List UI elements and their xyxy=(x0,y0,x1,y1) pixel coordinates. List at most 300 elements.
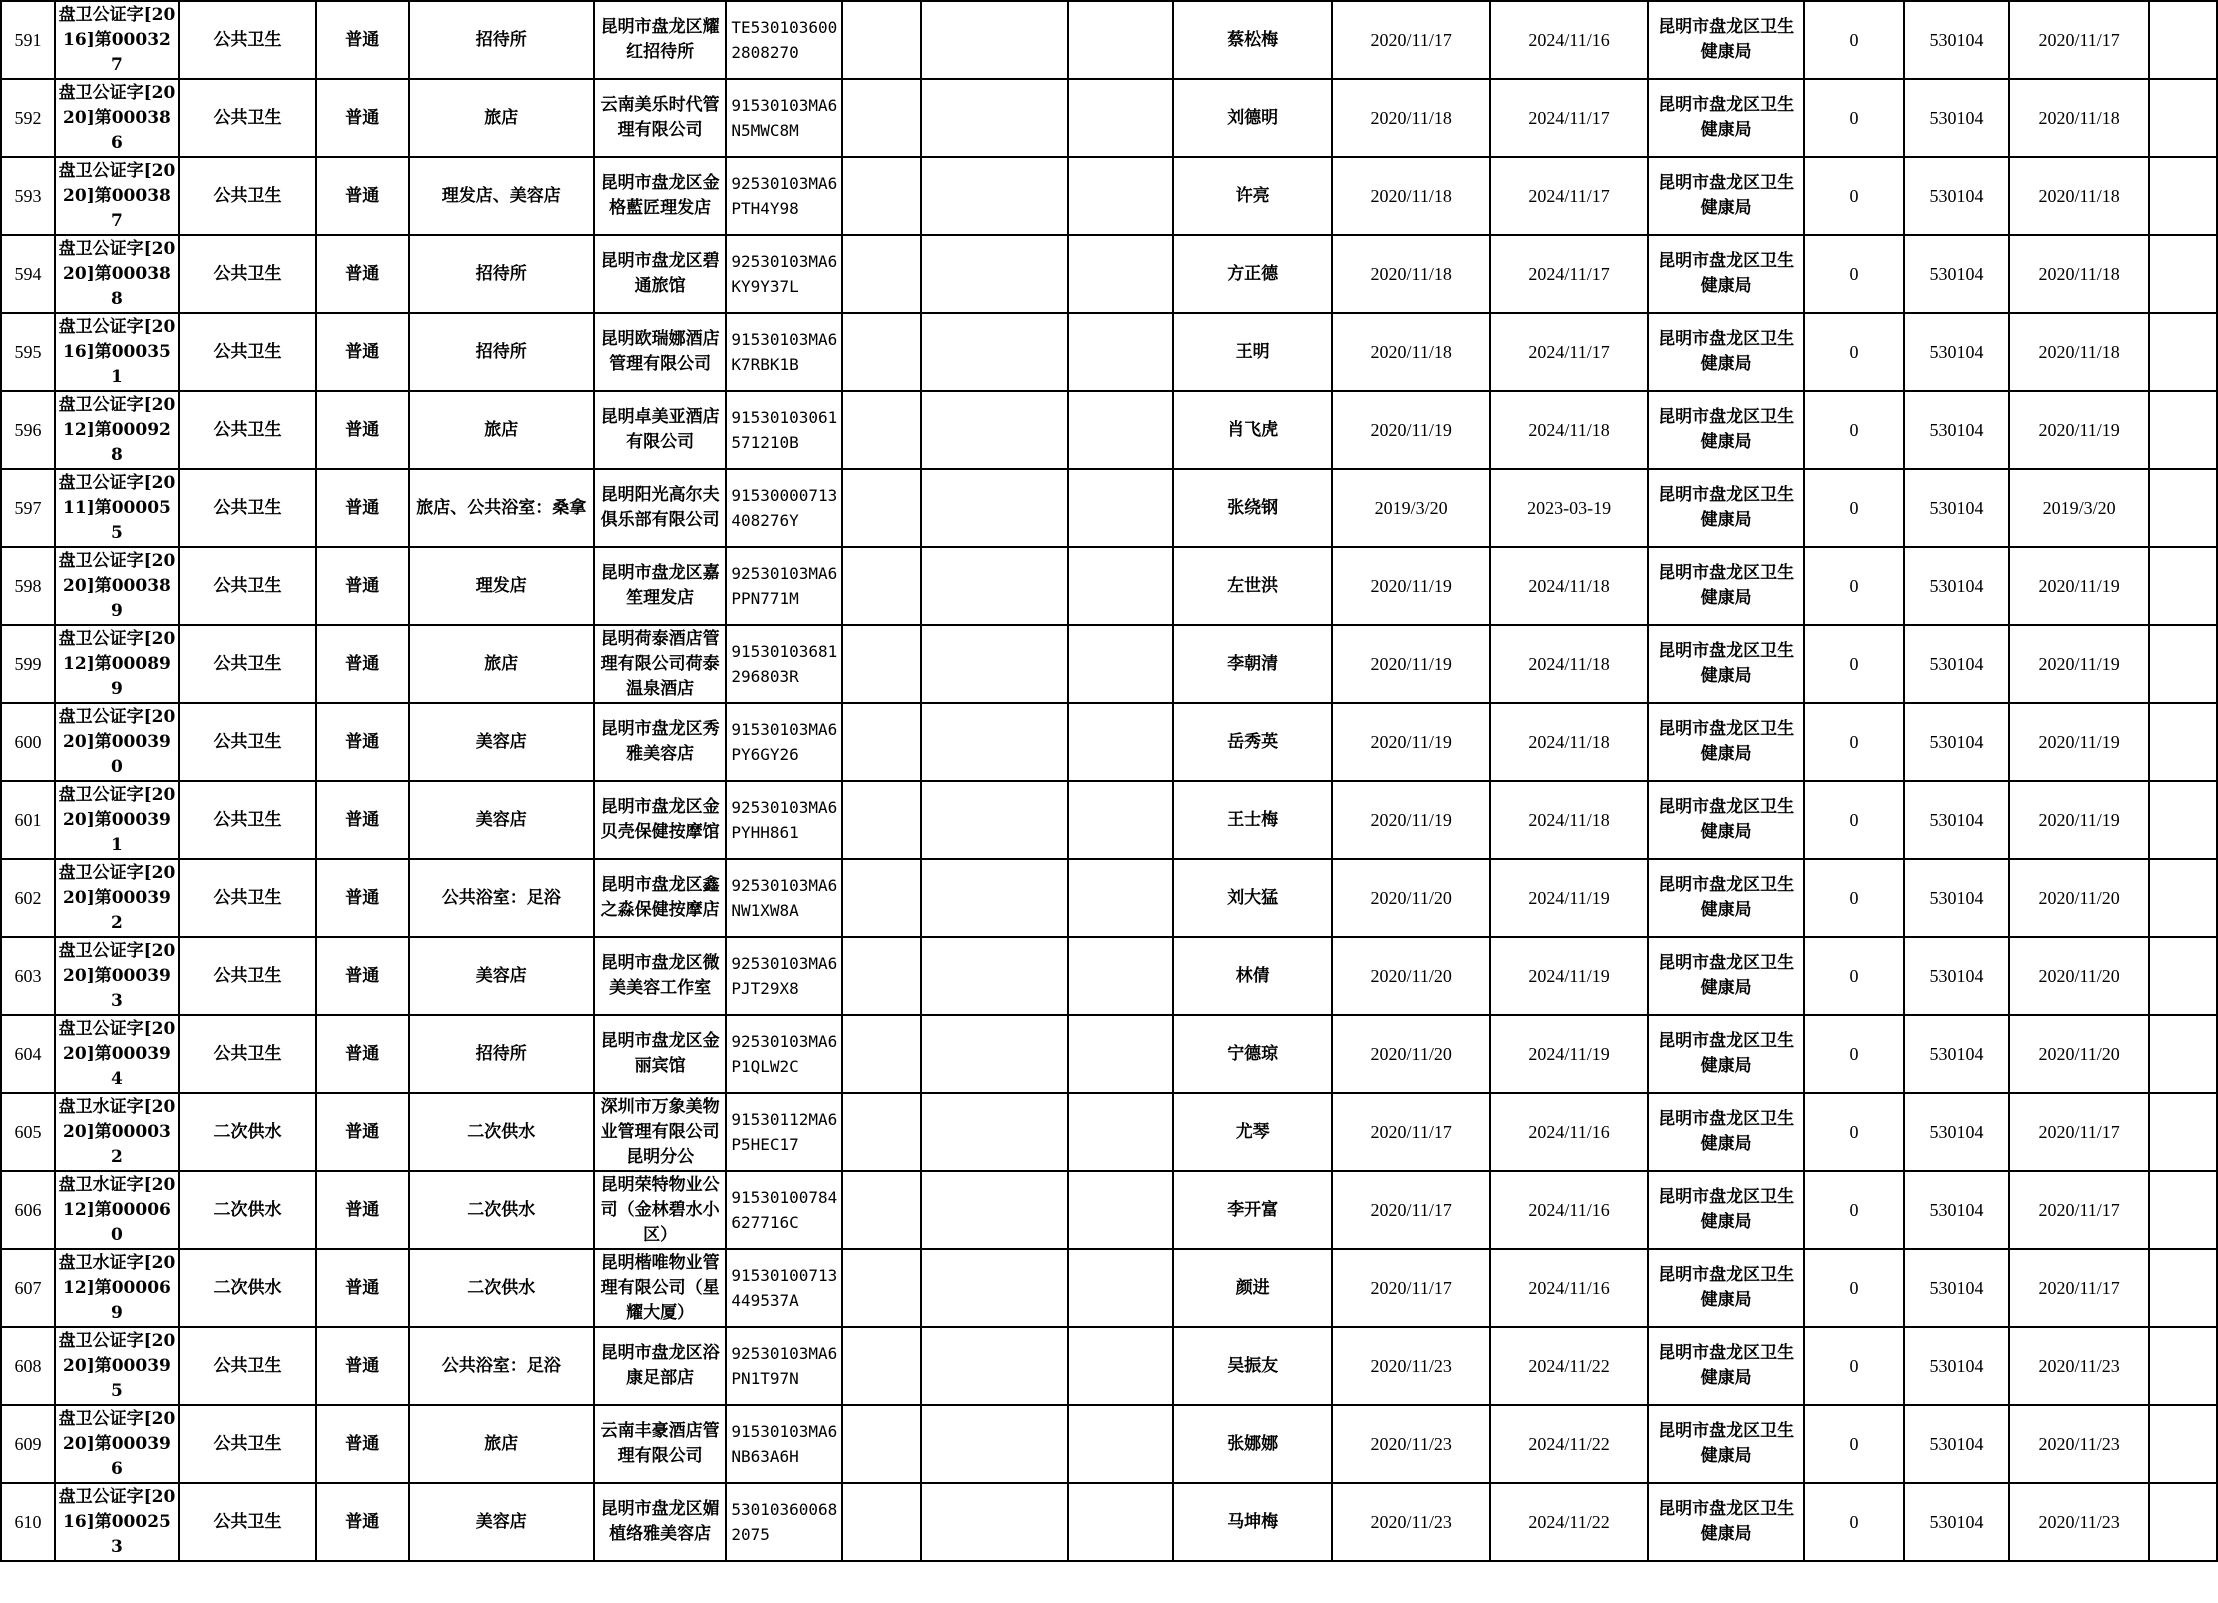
row-number-cell: 595 xyxy=(1,313,55,391)
business-type-cell: 旅店 xyxy=(409,391,595,469)
status-cell: 0 xyxy=(1804,1015,1904,1093)
business-type-cell: 理发店、美容店 xyxy=(409,157,595,235)
empty-cell xyxy=(2149,859,2217,937)
legal-person-cell: 肖飞虎 xyxy=(1173,391,1332,469)
empty-cell xyxy=(842,469,920,547)
empty-cell xyxy=(921,313,1069,391)
empty-cell xyxy=(1068,235,1173,313)
organization-name-cell: 云南丰豪酒店管理有限公司 xyxy=(594,1405,726,1483)
level-cell: 普通 xyxy=(316,313,408,391)
valid-from-cell: 2020/11/18 xyxy=(1332,313,1490,391)
license-number-cell: 盘卫公证字[2020]第000392 xyxy=(55,859,179,937)
valid-to-cell: 2024/11/17 xyxy=(1490,313,1648,391)
empty-cell xyxy=(2149,1015,2217,1093)
empty-cell xyxy=(921,1483,1069,1561)
level-cell: 普通 xyxy=(316,1249,408,1327)
empty-cell xyxy=(921,625,1069,703)
empty-cell xyxy=(2149,625,2217,703)
level-cell: 普通 xyxy=(316,703,408,781)
issuing-authority-cell: 昆明市盘龙区卫生健康局 xyxy=(1648,937,1804,1015)
business-type-cell: 招待所 xyxy=(409,1015,595,1093)
license-number-cell: 盘卫公证字[2020]第000386 xyxy=(55,79,179,157)
category-cell: 公共卫生 xyxy=(179,1405,316,1483)
empty-cell xyxy=(2149,937,2217,1015)
issuing-authority-cell: 昆明市盘龙区卫生健康局 xyxy=(1648,1483,1804,1561)
category-cell: 公共卫生 xyxy=(179,469,316,547)
license-number-cell: 盘卫公证字[2020]第000391 xyxy=(55,781,179,859)
legal-person-cell: 左世洪 xyxy=(1173,547,1332,625)
legal-person-cell: 方正德 xyxy=(1173,235,1332,313)
update-date-cell: 2020/11/23 xyxy=(2009,1327,2149,1405)
area-code-cell: 530104 xyxy=(1904,1483,2009,1561)
table-row xyxy=(1,1405,2217,1483)
empty-cell xyxy=(842,703,920,781)
business-type-cell: 招待所 xyxy=(409,1,595,79)
organization-name-cell: 昆明市盘龙区微美美容工作室 xyxy=(594,937,726,1015)
empty-cell xyxy=(842,1405,920,1483)
issuing-authority-cell: 昆明市盘龙区卫生健康局 xyxy=(1648,1249,1804,1327)
empty-cell xyxy=(1068,1171,1173,1249)
valid-from-cell: 2020/11/19 xyxy=(1332,547,1490,625)
legal-person-cell: 岳秀英 xyxy=(1173,703,1332,781)
update-date-cell: 2020/11/20 xyxy=(2009,859,2149,937)
update-date-cell: 2020/11/23 xyxy=(2009,1405,2149,1483)
empty-cell xyxy=(1068,157,1173,235)
level-cell: 普通 xyxy=(316,1483,408,1561)
empty-cell xyxy=(2149,1171,2217,1249)
status-cell: 0 xyxy=(1804,79,1904,157)
license-number-cell: 盘卫公证字[2020]第000393 xyxy=(55,937,179,1015)
license-number-cell: 盘卫公证字[2020]第000387 xyxy=(55,157,179,235)
level-cell: 普通 xyxy=(316,157,408,235)
update-date-cell: 2020/11/18 xyxy=(2009,313,2149,391)
valid-to-cell: 2024/11/19 xyxy=(1490,937,1648,1015)
credit-code-cell: 92530103MA6NW1XW8A xyxy=(726,859,842,937)
empty-cell xyxy=(921,1249,1069,1327)
table-row xyxy=(1,859,2217,937)
valid-to-cell: 2024/11/16 xyxy=(1490,1249,1648,1327)
row-number-cell: 605 xyxy=(1,1093,55,1171)
status-cell: 0 xyxy=(1804,1483,1904,1561)
organization-name-cell: 昆明荷泰酒店管理有限公司荷泰温泉酒店 xyxy=(594,625,726,703)
empty-cell xyxy=(842,547,920,625)
empty-cell xyxy=(2149,781,2217,859)
empty-cell xyxy=(2149,313,2217,391)
level-cell: 普通 xyxy=(316,1171,408,1249)
issuing-authority-cell: 昆明市盘龙区卫生健康局 xyxy=(1648,781,1804,859)
area-code-cell: 530104 xyxy=(1904,859,2009,937)
empty-cell xyxy=(2149,235,2217,313)
empty-cell xyxy=(1068,1327,1173,1405)
category-cell: 公共卫生 xyxy=(179,859,316,937)
update-date-cell: 2020/11/18 xyxy=(2009,235,2149,313)
valid-from-cell: 2020/11/19 xyxy=(1332,703,1490,781)
legal-person-cell: 刘大猛 xyxy=(1173,859,1332,937)
category-cell: 公共卫生 xyxy=(179,391,316,469)
valid-from-cell: 2020/11/19 xyxy=(1332,391,1490,469)
update-date-cell: 2020/11/17 xyxy=(2009,1171,2149,1249)
row-number-cell: 600 xyxy=(1,703,55,781)
credit-code-cell: 92530103MA6PPN771M xyxy=(726,547,842,625)
valid-from-cell: 2020/11/18 xyxy=(1332,157,1490,235)
table-row xyxy=(1,1,2217,79)
empty-cell xyxy=(921,79,1069,157)
legal-person-cell: 许亮 xyxy=(1173,157,1332,235)
level-cell: 普通 xyxy=(316,1,408,79)
area-code-cell: 530104 xyxy=(1904,1171,2009,1249)
level-cell: 普通 xyxy=(316,937,408,1015)
table-row xyxy=(1,1171,2217,1249)
row-number-cell: 609 xyxy=(1,1405,55,1483)
empty-cell xyxy=(921,547,1069,625)
valid-to-cell: 2023-03-19 xyxy=(1490,469,1648,547)
table-body xyxy=(1,1,2217,1561)
organization-name-cell: 昆明市盘龙区金丽宾馆 xyxy=(594,1015,726,1093)
business-type-cell: 公共浴室：足浴 xyxy=(409,859,595,937)
update-date-cell: 2020/11/17 xyxy=(2009,1249,2149,1327)
valid-from-cell: 2020/11/18 xyxy=(1332,79,1490,157)
empty-cell xyxy=(921,1015,1069,1093)
empty-cell xyxy=(2149,1093,2217,1171)
update-date-cell: 2020/11/18 xyxy=(2009,157,2149,235)
valid-from-cell: 2020/11/23 xyxy=(1332,1405,1490,1483)
level-cell: 普通 xyxy=(316,79,408,157)
legal-person-cell: 颜进 xyxy=(1173,1249,1332,1327)
update-date-cell: 2020/11/20 xyxy=(2009,1015,2149,1093)
legal-person-cell: 王明 xyxy=(1173,313,1332,391)
update-date-cell: 2020/11/18 xyxy=(2009,79,2149,157)
category-cell: 二次供水 xyxy=(179,1249,316,1327)
valid-from-cell: 2020/11/18 xyxy=(1332,235,1490,313)
valid-to-cell: 2024/11/19 xyxy=(1490,859,1648,937)
valid-to-cell: 2024/11/18 xyxy=(1490,703,1648,781)
status-cell: 0 xyxy=(1804,1093,1904,1171)
valid-to-cell: 2024/11/16 xyxy=(1490,1093,1648,1171)
business-type-cell: 招待所 xyxy=(409,313,595,391)
empty-cell xyxy=(2149,1405,2217,1483)
issuing-authority-cell: 昆明市盘龙区卫生健康局 xyxy=(1648,859,1804,937)
valid-to-cell: 2024/11/22 xyxy=(1490,1327,1648,1405)
empty-cell xyxy=(1068,703,1173,781)
area-code-cell: 530104 xyxy=(1904,1015,2009,1093)
row-number-cell: 602 xyxy=(1,859,55,937)
empty-cell xyxy=(2149,1483,2217,1561)
empty-cell xyxy=(921,391,1069,469)
status-cell: 0 xyxy=(1804,1249,1904,1327)
empty-cell xyxy=(842,781,920,859)
license-number-cell: 盘卫公证字[2020]第000388 xyxy=(55,235,179,313)
row-number-cell: 593 xyxy=(1,157,55,235)
empty-cell xyxy=(1068,1015,1173,1093)
empty-cell xyxy=(2149,1249,2217,1327)
valid-from-cell: 2020/11/20 xyxy=(1332,1015,1490,1093)
credit-code-cell: 92530103MA6PJT29X8 xyxy=(726,937,842,1015)
level-cell: 普通 xyxy=(316,547,408,625)
license-number-cell: 盘卫公证字[2016]第000327 xyxy=(55,1,179,79)
empty-cell xyxy=(1068,1249,1173,1327)
table-row xyxy=(1,391,2217,469)
legal-person-cell: 尤琴 xyxy=(1173,1093,1332,1171)
level-cell: 普通 xyxy=(316,391,408,469)
level-cell: 普通 xyxy=(316,235,408,313)
organization-name-cell: 昆明欧瑞娜酒店管理有限公司 xyxy=(594,313,726,391)
organization-name-cell: 昆明市盘龙区媚植络雅美容店 xyxy=(594,1483,726,1561)
empty-cell xyxy=(1068,859,1173,937)
empty-cell xyxy=(921,1405,1069,1483)
empty-cell xyxy=(1068,1,1173,79)
empty-cell xyxy=(921,703,1069,781)
license-number-cell: 盘卫水证字[2012]第000060 xyxy=(55,1171,179,1249)
table-row xyxy=(1,625,2217,703)
empty-cell xyxy=(2149,469,2217,547)
category-cell: 公共卫生 xyxy=(179,1483,316,1561)
status-cell: 0 xyxy=(1804,1,1904,79)
empty-cell xyxy=(1068,937,1173,1015)
category-cell: 公共卫生 xyxy=(179,79,316,157)
valid-from-cell: 2020/11/17 xyxy=(1332,1,1490,79)
organization-name-cell: 昆明阳光高尔夫俱乐部有限公司 xyxy=(594,469,726,547)
empty-cell xyxy=(842,313,920,391)
area-code-cell: 530104 xyxy=(1904,1093,2009,1171)
valid-to-cell: 2024/11/16 xyxy=(1490,1171,1648,1249)
update-date-cell: 2019/3/20 xyxy=(2009,469,2149,547)
valid-to-cell: 2024/11/16 xyxy=(1490,1,1648,79)
organization-name-cell: 昆明市盘龙区秀雅美容店 xyxy=(594,703,726,781)
row-number-cell: 603 xyxy=(1,937,55,1015)
business-type-cell: 旅店、公共浴室：桑拿 xyxy=(409,469,595,547)
legal-person-cell: 李开富 xyxy=(1173,1171,1332,1249)
valid-from-cell: 2020/11/23 xyxy=(1332,1483,1490,1561)
legal-person-cell: 蔡松梅 xyxy=(1173,1,1332,79)
valid-to-cell: 2024/11/17 xyxy=(1490,157,1648,235)
category-cell: 公共卫生 xyxy=(179,703,316,781)
credit-code-cell: 91530103MA6PY6GY26 xyxy=(726,703,842,781)
area-code-cell: 530104 xyxy=(1904,235,2009,313)
empty-cell xyxy=(921,469,1069,547)
empty-cell xyxy=(2149,1327,2217,1405)
valid-to-cell: 2024/11/22 xyxy=(1490,1483,1648,1561)
valid-from-cell: 2020/11/23 xyxy=(1332,1327,1490,1405)
empty-cell xyxy=(1068,1483,1173,1561)
legal-person-cell: 王士梅 xyxy=(1173,781,1332,859)
license-number-cell: 盘卫水证字[2012]第000069 xyxy=(55,1249,179,1327)
business-type-cell: 二次供水 xyxy=(409,1249,595,1327)
organization-name-cell: 昆明市盘龙区碧通旅馆 xyxy=(594,235,726,313)
organization-name-cell: 深圳市万象美物业管理有限公司昆明分公 xyxy=(594,1093,726,1171)
area-code-cell: 530104 xyxy=(1904,703,2009,781)
empty-cell xyxy=(2149,1,2217,79)
empty-cell xyxy=(1068,79,1173,157)
row-number-cell: 601 xyxy=(1,781,55,859)
issuing-authority-cell: 昆明市盘龙区卫生健康局 xyxy=(1648,703,1804,781)
organization-name-cell: 昆明市盘龙区浴康足部店 xyxy=(594,1327,726,1405)
update-date-cell: 2020/11/19 xyxy=(2009,703,2149,781)
empty-cell xyxy=(921,937,1069,1015)
table-row xyxy=(1,1093,2217,1171)
issuing-authority-cell: 昆明市盘龙区卫生健康局 xyxy=(1648,391,1804,469)
empty-cell xyxy=(1068,313,1173,391)
business-type-cell: 美容店 xyxy=(409,937,595,1015)
valid-to-cell: 2024/11/18 xyxy=(1490,781,1648,859)
row-number-cell: 596 xyxy=(1,391,55,469)
valid-from-cell: 2020/11/19 xyxy=(1332,625,1490,703)
legal-person-cell: 刘德明 xyxy=(1173,79,1332,157)
issuing-authority-cell: 昆明市盘龙区卫生健康局 xyxy=(1648,157,1804,235)
update-date-cell: 2020/11/19 xyxy=(2009,391,2149,469)
license-number-cell: 盘卫公证字[2016]第000253 xyxy=(55,1483,179,1561)
credit-code-cell: 91530103061571210B xyxy=(726,391,842,469)
license-number-cell: 盘卫水证字[2020]第000032 xyxy=(55,1093,179,1171)
category-cell: 公共卫生 xyxy=(179,1,316,79)
update-date-cell: 2020/11/19 xyxy=(2009,547,2149,625)
business-type-cell: 招待所 xyxy=(409,235,595,313)
row-number-cell: 607 xyxy=(1,1249,55,1327)
level-cell: 普通 xyxy=(316,1405,408,1483)
status-cell: 0 xyxy=(1804,859,1904,937)
valid-to-cell: 2024/11/18 xyxy=(1490,547,1648,625)
credit-code-cell: 530103600682075 xyxy=(726,1483,842,1561)
issuing-authority-cell: 昆明市盘龙区卫生健康局 xyxy=(1648,313,1804,391)
area-code-cell: 530104 xyxy=(1904,625,2009,703)
update-date-cell: 2020/11/17 xyxy=(2009,1093,2149,1171)
level-cell: 普通 xyxy=(316,1093,408,1171)
status-cell: 0 xyxy=(1804,1405,1904,1483)
table-row xyxy=(1,157,2217,235)
table-row xyxy=(1,703,2217,781)
area-code-cell: 530104 xyxy=(1904,313,2009,391)
credit-code-cell: 92530103MA6KY9Y37L xyxy=(726,235,842,313)
update-date-cell: 2020/11/20 xyxy=(2009,937,2149,1015)
valid-from-cell: 2020/11/19 xyxy=(1332,781,1490,859)
category-cell: 公共卫生 xyxy=(179,1015,316,1093)
credit-code-cell: 91530103681296803R xyxy=(726,625,842,703)
area-code-cell: 530104 xyxy=(1904,1249,2009,1327)
empty-cell xyxy=(842,1,920,79)
empty-cell xyxy=(921,859,1069,937)
empty-cell xyxy=(842,937,920,1015)
empty-cell xyxy=(921,1,1069,79)
empty-cell xyxy=(2149,157,2217,235)
issuing-authority-cell: 昆明市盘龙区卫生健康局 xyxy=(1648,547,1804,625)
table-row xyxy=(1,547,2217,625)
empty-cell xyxy=(1068,469,1173,547)
organization-name-cell: 昆明荣特物业公司（金林碧水小区） xyxy=(594,1171,726,1249)
area-code-cell: 530104 xyxy=(1904,1405,2009,1483)
status-cell: 0 xyxy=(1804,625,1904,703)
status-cell: 0 xyxy=(1804,235,1904,313)
organization-name-cell: 昆明市盘龙区鑫之淼保健按摩店 xyxy=(594,859,726,937)
category-cell: 公共卫生 xyxy=(179,157,316,235)
license-number-cell: 盘卫公证字[2020]第000394 xyxy=(55,1015,179,1093)
table-row xyxy=(1,1015,2217,1093)
business-type-cell: 旅店 xyxy=(409,1405,595,1483)
empty-cell xyxy=(921,1327,1069,1405)
row-number-cell: 610 xyxy=(1,1483,55,1561)
business-type-cell: 理发店 xyxy=(409,547,595,625)
level-cell: 普通 xyxy=(316,469,408,547)
empty-cell xyxy=(842,391,920,469)
organization-name-cell: 昆明市盘龙区嘉笙理发店 xyxy=(594,547,726,625)
credit-code-cell: 91530100784627716C xyxy=(726,1171,842,1249)
status-cell: 0 xyxy=(1804,781,1904,859)
empty-cell xyxy=(842,79,920,157)
business-type-cell: 二次供水 xyxy=(409,1171,595,1249)
update-date-cell: 2020/11/23 xyxy=(2009,1483,2149,1561)
category-cell: 公共卫生 xyxy=(179,781,316,859)
business-type-cell: 旅店 xyxy=(409,79,595,157)
table-row xyxy=(1,1483,2217,1561)
credit-code-cell: 91530100713449537A xyxy=(726,1249,842,1327)
credit-code-cell: 92530103MA6P1QLW2C xyxy=(726,1015,842,1093)
legal-person-cell: 宁德琼 xyxy=(1173,1015,1332,1093)
empty-cell xyxy=(921,781,1069,859)
credit-code-cell: 91530112MA6P5HEC17 xyxy=(726,1093,842,1171)
organization-name-cell: 昆明市盘龙区耀红招待所 xyxy=(594,1,726,79)
row-number-cell: 599 xyxy=(1,625,55,703)
license-number-cell: 盘卫公证字[2020]第000396 xyxy=(55,1405,179,1483)
business-type-cell: 美容店 xyxy=(409,1483,595,1561)
row-number-cell: 591 xyxy=(1,1,55,79)
table-row xyxy=(1,1327,2217,1405)
area-code-cell: 530104 xyxy=(1904,937,2009,1015)
valid-from-cell: 2020/11/20 xyxy=(1332,859,1490,937)
organization-name-cell: 昆明市盘龙区金格藍匠理发店 xyxy=(594,157,726,235)
status-cell: 0 xyxy=(1804,1327,1904,1405)
credit-code-cell: 91530103MA6NB63A6H xyxy=(726,1405,842,1483)
legal-person-cell: 吴振友 xyxy=(1173,1327,1332,1405)
row-number-cell: 608 xyxy=(1,1327,55,1405)
empty-cell xyxy=(921,1093,1069,1171)
table-row xyxy=(1,781,2217,859)
status-cell: 0 xyxy=(1804,391,1904,469)
category-cell: 公共卫生 xyxy=(179,547,316,625)
license-number-cell: 盘卫公证字[2012]第000928 xyxy=(55,391,179,469)
category-cell: 公共卫生 xyxy=(179,625,316,703)
area-code-cell: 530104 xyxy=(1904,1,2009,79)
empty-cell xyxy=(842,859,920,937)
table-row xyxy=(1,469,2217,547)
area-code-cell: 530104 xyxy=(1904,1327,2009,1405)
legal-person-cell: 林倩 xyxy=(1173,937,1332,1015)
credit-code-cell: TE5301036002808270 xyxy=(726,1,842,79)
business-type-cell: 公共浴室：足浴 xyxy=(409,1327,595,1405)
area-code-cell: 530104 xyxy=(1904,157,2009,235)
empty-cell xyxy=(1068,625,1173,703)
category-cell: 二次供水 xyxy=(179,1171,316,1249)
empty-cell xyxy=(842,1171,920,1249)
category-cell: 二次供水 xyxy=(179,1093,316,1171)
valid-from-cell: 2020/11/17 xyxy=(1332,1249,1490,1327)
license-number-cell: 盘卫公证字[2012]第000899 xyxy=(55,625,179,703)
category-cell: 公共卫生 xyxy=(179,313,316,391)
license-number-cell: 盘卫公证字[2016]第000351 xyxy=(55,313,179,391)
license-number-cell: 盘卫公证字[2020]第000395 xyxy=(55,1327,179,1405)
status-cell: 0 xyxy=(1804,313,1904,391)
valid-from-cell: 2019/3/20 xyxy=(1332,469,1490,547)
level-cell: 普通 xyxy=(316,781,408,859)
empty-cell xyxy=(842,625,920,703)
table-row xyxy=(1,79,2217,157)
table-row xyxy=(1,937,2217,1015)
empty-cell xyxy=(842,1483,920,1561)
organization-name-cell: 昆明市盘龙区金贝壳保健按摩馆 xyxy=(594,781,726,859)
issuing-authority-cell: 昆明市盘龙区卫生健康局 xyxy=(1648,469,1804,547)
issuing-authority-cell: 昆明市盘龙区卫生健康局 xyxy=(1648,1405,1804,1483)
area-code-cell: 530104 xyxy=(1904,781,2009,859)
update-date-cell: 2020/11/19 xyxy=(2009,781,2149,859)
level-cell: 普通 xyxy=(316,1327,408,1405)
issuing-authority-cell: 昆明市盘龙区卫生健康局 xyxy=(1648,1,1804,79)
